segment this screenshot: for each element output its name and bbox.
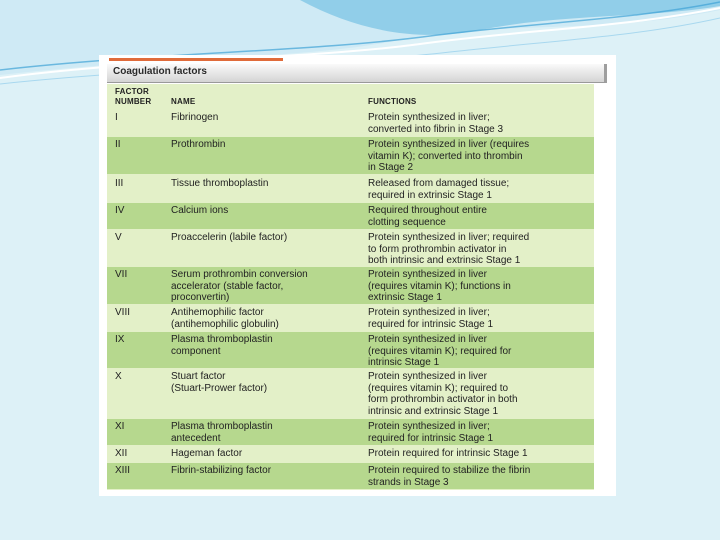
table-row: [107, 369, 594, 418]
table-row: [107, 463, 594, 489]
factor-name: [171, 139, 361, 151]
factor-function: [368, 371, 594, 417]
factor-function: [368, 307, 594, 330]
factor-name-line: Tissue thromboplastin: [171, 178, 269, 189]
factor-function-line: (requires vitamin K); required to: [368, 382, 509, 394]
factor-function-line: Protein required to stabilize the fibrin: [368, 465, 531, 476]
factor-function-line: Protein synthesized in liver: [368, 334, 487, 345]
factor-name-line: Plasma thromboplastin: [171, 421, 273, 432]
factor-number: III: [115, 178, 124, 189]
factor-function-line: form prothrombin activator in both: [368, 394, 518, 405]
factor-name-line: (Stuart-Prower factor): [171, 382, 268, 394]
table-title: Coagulation factors: [113, 66, 207, 77]
factor-function-line: Protein synthesized in liver; required: [368, 232, 530, 243]
factor-function-line: (requires vitamin K); functions in: [368, 280, 511, 292]
factor-number: II: [115, 139, 121, 150]
factor-function-line: strands in Stage 3: [368, 476, 449, 488]
factor-name-line: Proaccelerin (labile factor): [171, 232, 288, 243]
factor-name-line: component: [171, 345, 221, 357]
factor-number: XIII: [115, 465, 131, 476]
factor-function-line: required for intrinsic Stage 1: [368, 432, 494, 444]
factor-function-line: (requires vitamin K); required for: [368, 345, 512, 357]
table-row: [107, 176, 594, 202]
factor-name: [171, 371, 361, 394]
factor-function-line: Protein synthesized in liver: [368, 269, 487, 280]
table-row: [107, 110, 594, 136]
factor-name: [171, 205, 361, 217]
factor-function-line: intrinsic and extrinsic Stage 1: [368, 405, 499, 417]
factor-number: XI: [115, 421, 125, 432]
accent-line: [109, 58, 283, 61]
factor-number: X: [115, 371, 122, 382]
factor-name-line: Hageman factor: [171, 448, 243, 459]
factor-function-line: converted into fibrin in Stage 3: [368, 123, 504, 135]
factor-name: [171, 421, 361, 444]
factor-function: [368, 139, 594, 174]
factor-number: XII: [115, 448, 128, 459]
factor-name: [171, 465, 361, 477]
factor-name: [171, 178, 361, 190]
coagulation-table-card: [99, 55, 616, 496]
table-row: [107, 419, 594, 445]
factor-number: IX: [115, 334, 125, 345]
factor-function-line: extrinsic Stage 1: [368, 292, 442, 303]
factor-name: [171, 334, 361, 357]
factor-name: [171, 232, 361, 244]
factor-function: [368, 421, 594, 444]
factor-function: [368, 465, 594, 488]
factor-name-line: accelerator (stable factor,: [171, 280, 284, 292]
factor-function-line: Protein synthesized in liver;: [368, 112, 490, 123]
factor-function-line: Protein synthesized in liver;: [368, 421, 490, 432]
factor-name: [171, 112, 361, 124]
factor-function-line: Protein required for intrinsic Stage 1: [368, 448, 528, 459]
factor-function-line: intrinsic Stage 1: [368, 357, 440, 368]
table-row: [107, 203, 594, 229]
factor-name-line: proconvertin): [171, 292, 230, 303]
factor-function-line: Protein synthesized in liver: [368, 371, 487, 382]
factor-number: VII: [115, 269, 128, 280]
factor-name-line: antecedent: [171, 432, 221, 444]
factor-function: [368, 205, 594, 228]
factor-function: [368, 178, 594, 201]
factor-function: [368, 448, 594, 460]
factor-number: I: [115, 112, 118, 123]
table-row: [107, 230, 594, 266]
factor-function: [368, 269, 594, 304]
factor-name: [171, 307, 361, 330]
table-row: [107, 305, 594, 331]
table-header-bar: [107, 64, 607, 83]
table-row: [107, 267, 594, 304]
factor-name-line: Fibrin-stabilizing factor: [171, 465, 272, 476]
factor-number: VIII: [115, 307, 131, 318]
factor-function: [368, 112, 594, 135]
factor-name-line: Plasma thromboplastin: [171, 334, 273, 345]
column-header-functions: FUNCTIONS: [368, 97, 417, 106]
factor-function-line: Protein synthesized in liver;: [368, 307, 490, 318]
factor-name-line: Antihemophilic factor: [171, 307, 264, 318]
table-row: [107, 446, 594, 462]
column-header-factor-number: FACTOR NUMBER: [115, 87, 152, 106]
factor-function-line: clotting sequence: [368, 216, 446, 228]
factor-function-line: vitamin K); converted into thrombin: [368, 150, 523, 162]
factor-name-line: Serum prothrombin conversion: [171, 269, 308, 280]
factor-number: V: [115, 232, 122, 243]
table-row: [107, 137, 594, 174]
factor-function: [368, 232, 594, 267]
factor-function-line: both intrinsic and extrinsic Stage 1: [368, 255, 521, 266]
factor-name-line: Stuart factor: [171, 371, 226, 382]
factor-function-line: Released from damaged tissue;: [368, 178, 510, 189]
factor-function-line: Protein synthesized in liver (requires: [368, 139, 530, 150]
factor-name: [171, 448, 361, 460]
factor-name-line: Fibrinogen: [171, 112, 219, 123]
factor-number: IV: [115, 205, 125, 216]
factor-name-line: Prothrombin: [171, 139, 226, 150]
table-row: [107, 332, 594, 368]
factor-function-line: to form prothrombin activator in: [368, 243, 507, 255]
factor-function: [368, 334, 594, 369]
factor-function-line: required in extrinsic Stage 1: [368, 189, 492, 201]
factor-function-line: in Stage 2: [368, 162, 414, 173]
factor-name-line: Calcium ions: [171, 205, 229, 216]
factor-function-line: required for intrinsic Stage 1: [368, 318, 494, 330]
factor-function-line: Required throughout entire: [368, 205, 487, 216]
factor-name-line: (antihemophilic globulin): [171, 318, 279, 330]
factor-name: [171, 269, 361, 304]
column-header-name: NAME: [171, 97, 196, 106]
